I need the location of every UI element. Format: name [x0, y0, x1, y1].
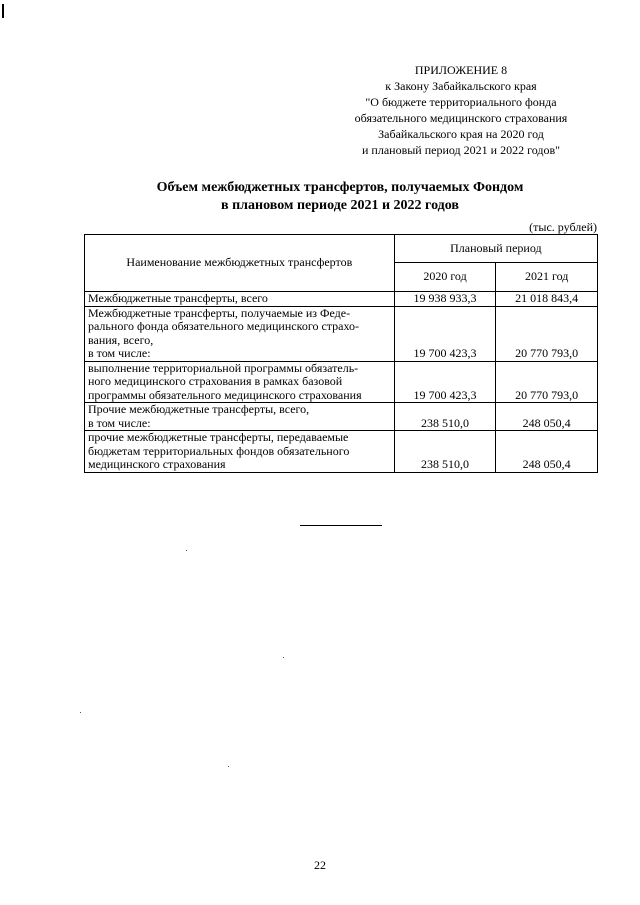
- page-number: 22: [314, 858, 326, 872]
- table-body: [85, 292, 598, 473]
- row-name: [85, 292, 395, 307]
- appendix-header: [330, 62, 592, 158]
- table-row: [85, 403, 598, 431]
- row-value-2021: 248 050,4: [496, 431, 598, 473]
- table-row: [85, 361, 598, 403]
- row-name-line: медицинского страхования: [88, 457, 226, 471]
- units-label: (тыс. рублей): [529, 220, 597, 234]
- row-name-line: ного медицинского страхования в рамках базовой: [88, 374, 343, 388]
- appendix-line: к Закону Забайкальского края: [385, 79, 537, 93]
- row-value-2020: 238 510,0: [394, 403, 496, 431]
- row-name-line: Прочие межбюджетные трансферты, всего,: [88, 402, 310, 416]
- row-name: [85, 306, 395, 361]
- row-value-2020: 19 700 423,3: [394, 361, 496, 403]
- row-name-line: программы обязательного медицинского страхования: [88, 387, 362, 402]
- scan-speck: [283, 657, 284, 658]
- row-name: [85, 403, 395, 431]
- row-name-line: в том числе:: [88, 415, 151, 430]
- title-line-2: в плановом периоде 2021 и 2022 годов: [221, 198, 459, 213]
- row-name-line: бюджетам территориальных фондов обязательного: [88, 443, 350, 458]
- row-name-line: вания, всего,: [88, 332, 154, 347]
- row-name: [85, 361, 395, 403]
- row-name-line: рального фонда обязательного медицинского страхо-: [88, 319, 360, 333]
- appendix-line: и плановый период 2021 и 2022 годов": [361, 143, 561, 157]
- row-name: [85, 431, 395, 473]
- header-period: Плановый период: [394, 235, 597, 263]
- header-year-1: 2020 год: [394, 263, 496, 292]
- table-header-row: [85, 235, 598, 263]
- document-title: [80, 179, 600, 215]
- table-row: [85, 306, 598, 361]
- row-name-line: выполнение территориальной программы обязатель-: [88, 360, 359, 375]
- transfers-table: [84, 234, 598, 473]
- row-value-2021: 21 018 843,4: [496, 292, 598, 307]
- header-year-2: 2021 год: [496, 263, 598, 292]
- scan-speck: [80, 712, 81, 713]
- row-name-line: Межбюджетные трансферты, получаемые из Феде-: [88, 305, 351, 320]
- row-name-line: прочие межбюджетные трансферты, передаваемые: [88, 430, 349, 444]
- title-line-1: Объем межбюджетных трансфертов, получаемых Фондом: [156, 180, 524, 195]
- scan-speck: [228, 766, 229, 767]
- scan-speck: [186, 550, 187, 551]
- row-value-2020: 19 938 933,3: [394, 292, 496, 307]
- scan-mark: [2, 4, 4, 18]
- row-name-line: в том числе:: [88, 346, 151, 360]
- row-value-2020: 19 700 423,3: [394, 306, 496, 361]
- appendix-line: Забайкальского края на 2020 год: [378, 127, 544, 141]
- appendix-line: ПРИЛОЖЕНИЕ 8: [414, 63, 508, 77]
- row-value-2021: 20 770 793,0: [496, 306, 598, 361]
- header-name: Наименование межбюджетных трансфертов: [85, 235, 395, 292]
- footer-rule: [300, 525, 382, 526]
- row-name-line: Межбюджетные трансферты, всего: [88, 291, 268, 305]
- row-value-2021: 248 050,4: [496, 403, 598, 431]
- appendix-line: обязательного медицинского страхования: [354, 111, 568, 125]
- table-row: [85, 292, 598, 307]
- row-value-2021: 20 770 793,0: [496, 361, 598, 403]
- table-row: [85, 431, 598, 473]
- appendix-line: "О бюджете территориального фонда: [365, 95, 557, 109]
- row-value-2020: 238 510,0: [394, 431, 496, 473]
